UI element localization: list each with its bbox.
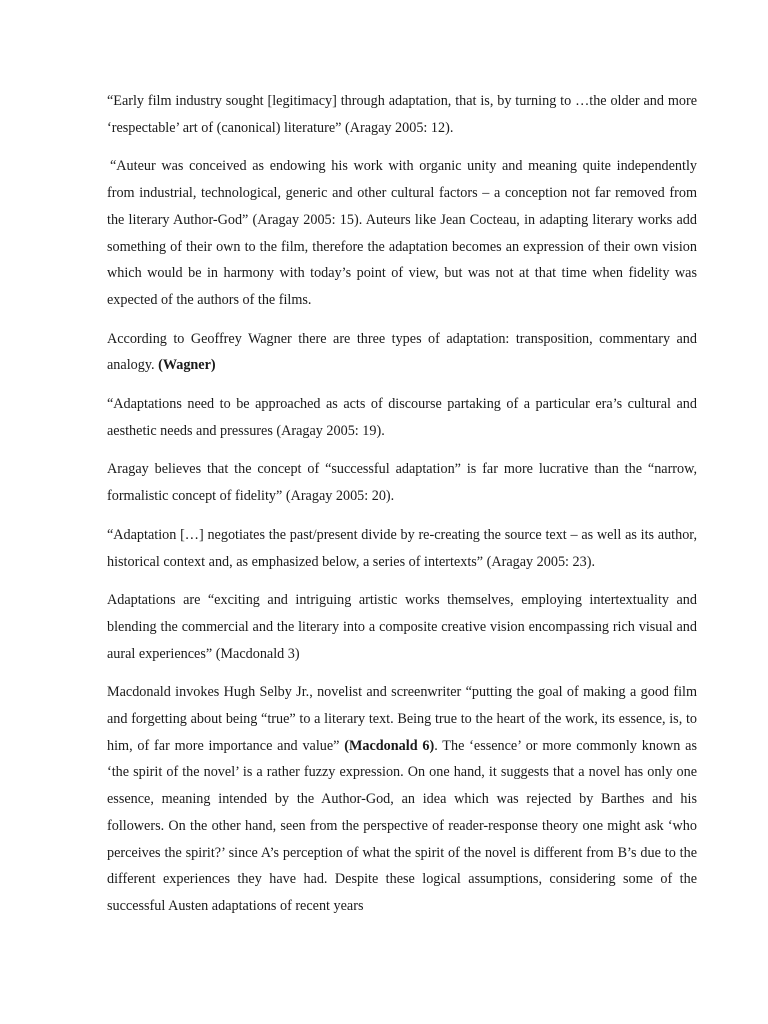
paragraph-4 (107, 391, 697, 444)
document-body (107, 88, 697, 920)
paragraph-5-text: Aragay believes that the concept of “successful adaptation” is far more lucrative than the “narrow, formalistic concept of fidelity” (Aragay 2005: 20). (107, 461, 697, 505)
paragraph-7-text: Adaptations are “exciting and intriguing artistic works themselves, employing intertextuality and blending the commercial and the literary into a composite creative vision encompassing rich visual and aural experiences” (Macdonald 3) (107, 592, 697, 662)
citation-macdonald-6: (Macdonald 6) (344, 737, 435, 754)
paragraph-5 (107, 456, 697, 509)
paragraph-4-text: “Adaptations need to be approached as acts of discourse partaking of a particular era’s cultural and aesthetic needs and pressures (Aragay 2005: 19). (107, 396, 697, 439)
paragraph-2-text: “Auteur was conceived as endowing his work with organic unity and meaning quite independently from industrial, technological, generic and other cultural factors – a conception not far removed from the literary Author-God” (Aragay 2005: 15). Auteurs like Jean Cocteau, in adapting literary works add something of their own to the film, therefore the adaptation becomes an expression of their own vision which would be in harmony with today’s point of view, but was not at that time when fidelity was expected of the authors of the films. (107, 158, 697, 308)
paragraph-2 (107, 153, 697, 313)
paragraph-1 (107, 88, 697, 141)
paragraph-7 (107, 587, 697, 667)
citation-wagner: (Wagner) (158, 357, 216, 374)
paragraph-1-text: “Early film industry sought [legitimacy] through adaptation, that is, by turning to …the older and more ‘respectable’ art of (canonical) literature” (Aragay 2005: 12). (107, 93, 697, 136)
paragraph-8-text-start: Macdonald invokes Hugh Selby Jr., novelist and screenwriter “putting the goal of making a good film and forgetting about being “true” to a literary text. Being true to the heart of the work, its essence, is, to him, of far more importance and value” (107, 684, 697, 754)
paragraph-6-text: “Adaptation […] negotiates the past/present divide by re-creating the source text – as well as its author, historical context and, as emphasized below, a series of intertexts” (Aragay 2005: 23). (107, 526, 697, 570)
paragraph-3-text: According to Geoffrey Wagner there are three types of adaptation: transposition, commentary and analogy. (107, 330, 697, 374)
paragraph-6 (107, 522, 697, 575)
paragraph-8 (107, 679, 697, 919)
paragraph-8-text-end: . The ‘essence’ or more commonly known as ‘the spirit of the novel’ is a rather fuzzy expression. On one hand, it suggests that a novel has only one essence, meaning intended by the Author-God, an idea which was rejected by Barthes and his followers. On the other hand, seen from the perspective of reader-response theory one might ask ‘who perceives the spirit?’ since A’s perception of what the spirit of the novel is different from B’s due to the different experiences they have had. Despite these logical assumptions, considering some of the successful Austen adaptations of recent years (107, 737, 698, 914)
paragraph-3 (107, 326, 697, 379)
